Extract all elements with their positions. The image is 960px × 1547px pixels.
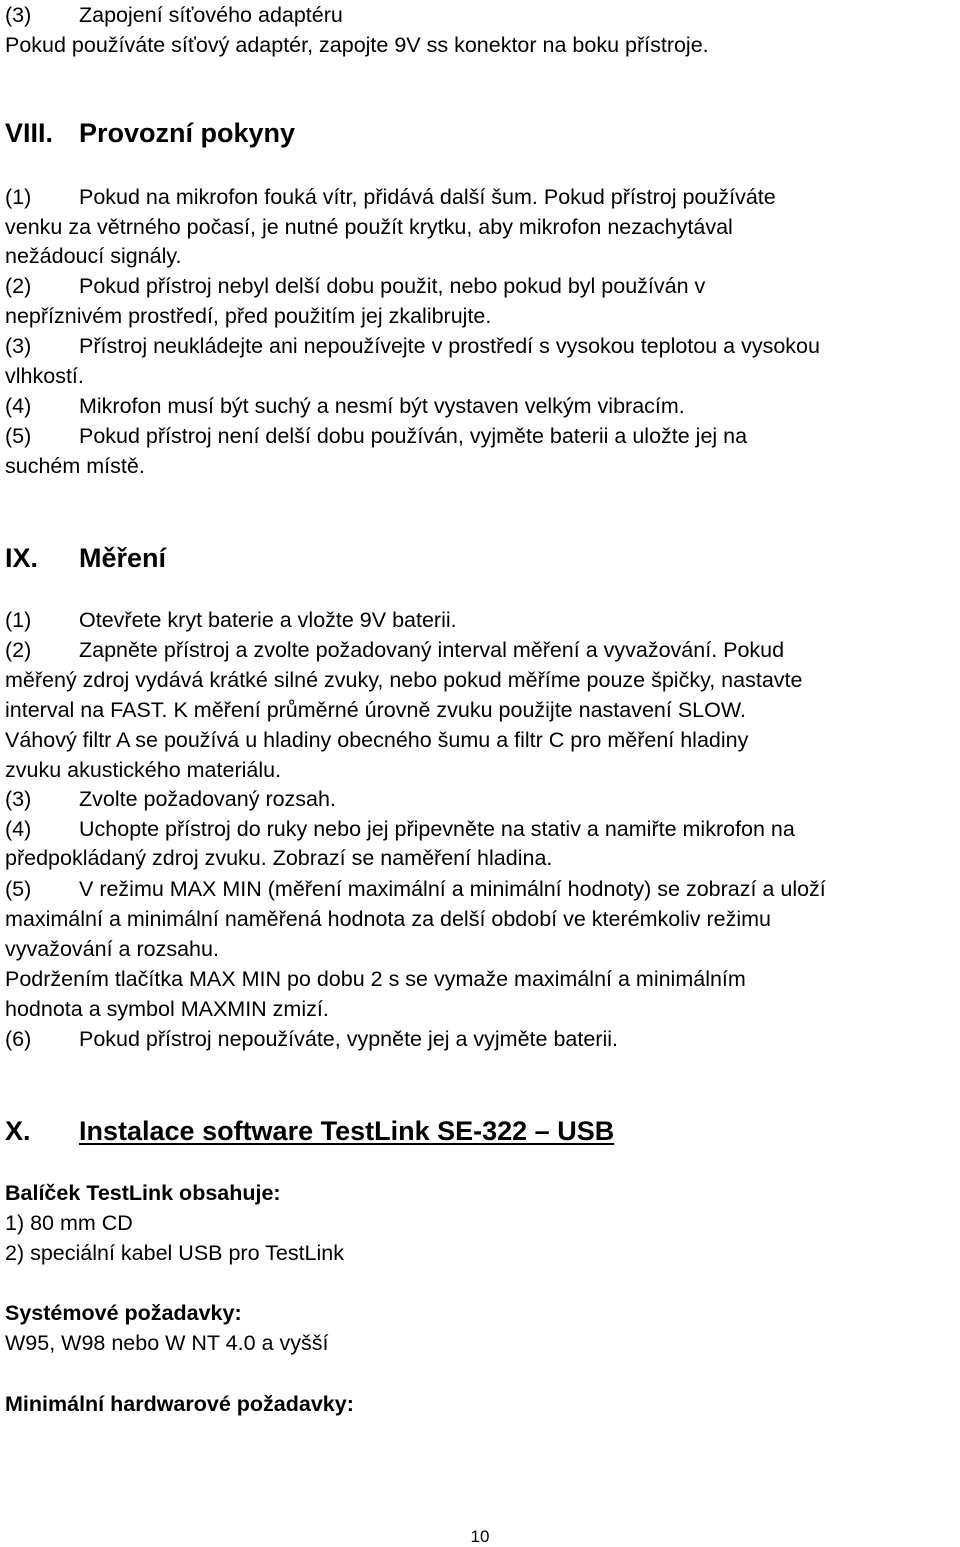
section-number: X.	[5, 1116, 31, 1146]
paragraph-line: předpokládaný zdroj zvuku. Zobrazí se naměření hladina.	[5, 846, 553, 870]
item-number: (5)	[5, 424, 32, 448]
item-number: (1)	[5, 608, 32, 632]
section-heading-viii	[5, 115, 295, 151]
paragraph-line: vlhkostí.	[5, 364, 84, 388]
list-item: 1) 80 mm CD	[5, 1211, 133, 1235]
item-text: Zapněte přístroj a zvolte požadovaný interval měření a vyvažování. Pokud	[79, 638, 785, 662]
section-number: VIII.	[5, 118, 54, 148]
item-number: (3)	[5, 787, 32, 811]
paragraph-line: Pokud používáte síťový adaptér, zapojte 9V ss konektor na boku přístroje.	[5, 33, 709, 57]
list-item	[5, 1024, 618, 1054]
item-number: (1)	[5, 185, 32, 209]
item-number: (2)	[5, 638, 32, 662]
subheading-package: Balíček TestLink obsahuje:	[5, 1181, 281, 1205]
item-number: (5)	[5, 877, 32, 901]
item-text: Uchopte přístroj do ruky nebo jej připevněte na stativ a namiřte mikrofon na	[79, 817, 795, 841]
paragraph-line: vyvažování a rozsahu.	[5, 937, 219, 961]
list-item: 2) speciální kabel USB pro TestLink	[5, 1241, 345, 1265]
section-number: IX.	[5, 543, 39, 573]
section-heading-x	[5, 1113, 614, 1149]
list-item	[5, 331, 820, 361]
item-text: Otevřete kryt baterie a vložte 9V baterii.	[79, 608, 457, 632]
page-number: 10	[470, 1527, 490, 1546]
item-text: Pokud přístroj není delší dobu používán, vyjměte baterii a uložte jej na	[79, 424, 748, 448]
section-title: Provozní pokyny	[79, 118, 296, 148]
list-item	[5, 635, 784, 665]
list-item	[5, 874, 826, 904]
list-item	[5, 0, 343, 30]
paragraph-line: suchém místě.	[5, 454, 145, 478]
item-number: (4)	[5, 817, 32, 841]
list-item	[5, 605, 457, 635]
item-text: Mikrofon musí být suchý a nesmí být vystaven velkým vibracím.	[79, 394, 685, 418]
paragraph-line: maximální a minimální naměřená hodnota za delší období ve kterémkoliv režimu	[5, 907, 772, 931]
item-text: Pokud přístroj nebyl delší dobu použit, nebo pokud byl používán v	[79, 274, 706, 298]
paragraph-line: nežádoucí signály.	[5, 244, 182, 268]
section-heading-ix	[5, 540, 166, 576]
paragraph-line: Váhový filtr A se používá u hladiny obecného šumu a filtr C pro měření hladiny	[5, 728, 749, 752]
list-item	[5, 421, 747, 451]
item-text: Pokud přístroj nepoužíváte, vypněte jej a vyjměte baterii.	[79, 1027, 618, 1051]
item-text: Pokud na mikrofon fouká vítr, přidává další šum. Pokud přístroj používáte	[79, 185, 776, 209]
item-number: (2)	[5, 274, 32, 298]
item-number: (3)	[5, 334, 32, 358]
paragraph-line: venku za větrného počasí, je nutné použít krytku, aby mikrofon nezachytával	[5, 215, 733, 239]
list-item	[5, 271, 705, 301]
paragraph-line: W95, W98 nebo W NT 4.0 a vyšší	[5, 1331, 329, 1355]
list-item	[5, 182, 776, 212]
item-text: Přístroj neukládejte ani nepoužívejte v prostředí s vysokou teplotou a vysokou	[79, 334, 820, 358]
item-number: (4)	[5, 394, 32, 418]
paragraph-line: interval na FAST. K měření průměrné úrovně zvuku použijte nastavení SLOW.	[5, 698, 746, 722]
subheading-system-requirements: Systémové požadavky:	[5, 1301, 242, 1325]
list-item	[5, 391, 685, 421]
paragraph-line: nepříznivém prostředí, před použitím jej zkalibrujte.	[5, 304, 492, 328]
list-item	[5, 814, 795, 844]
item-text: V režimu MAX MIN (měření maximální a minimální hodnoty) se zobrazí a uloží	[79, 877, 826, 901]
section-title: Instalace software TestLink SE-322 – USB	[79, 1116, 615, 1146]
paragraph-line: měřený zdroj vydává krátké silné zvuky, nebo pokud měříme pouze špičky, nastavte	[5, 668, 803, 692]
paragraph-line: hodnota a symbol MAXMIN zmizí.	[5, 997, 329, 1021]
paragraph-line: zvuku akustického materiálu.	[5, 758, 282, 782]
paragraph-line: Podržením tlačítka MAX MIN po dobu 2 s se vymaže maximální a minimálním	[5, 967, 746, 991]
subheading-hardware-requirements: Minimální hardwarové požadavky:	[5, 1392, 354, 1416]
item-text: Zvolte požadovaný rozsah.	[79, 787, 336, 811]
item-title: Zapojení síťového adaptéru	[79, 3, 343, 27]
item-number: (6)	[5, 1027, 32, 1051]
item-number: (3)	[5, 3, 32, 27]
list-item	[5, 784, 336, 814]
section-title: Měření	[79, 543, 167, 573]
